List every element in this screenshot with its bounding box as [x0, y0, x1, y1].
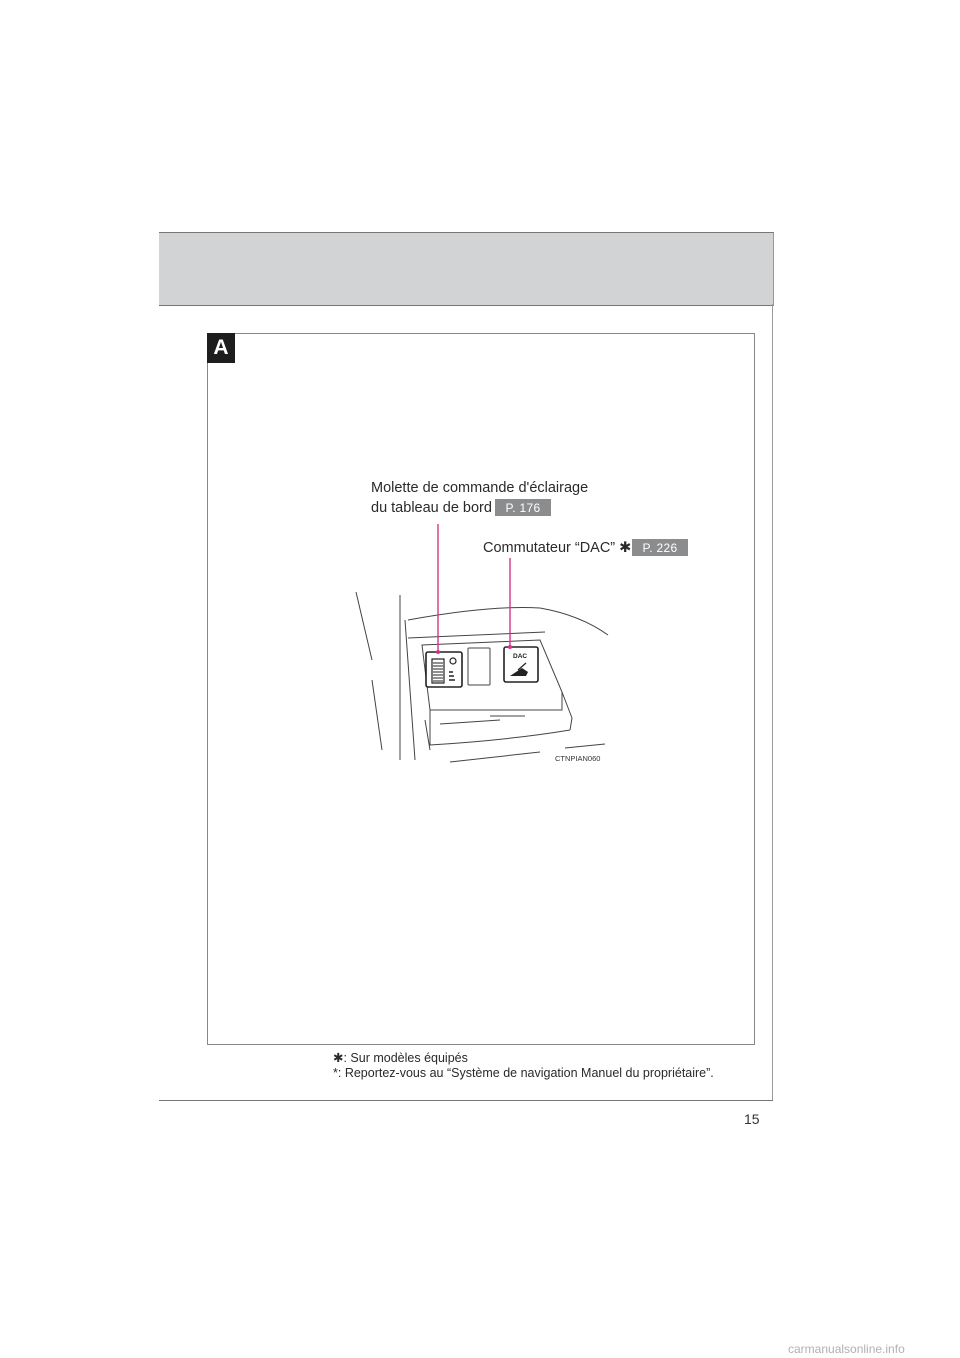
dac-switch-label: DAC	[513, 653, 528, 660]
footnote-equipped: ✱: Sur modèles équipés	[333, 1051, 468, 1065]
right-rule	[772, 304, 773, 1100]
switch-panel-illustration	[340, 520, 640, 780]
page-number: 15	[744, 1111, 760, 1127]
dac-label-text: Commutateur “DAC”	[483, 540, 616, 556]
dac-page-ref[interactable]: P. 226	[632, 539, 688, 556]
section-tab: A	[207, 333, 235, 363]
bottom-rule	[159, 1100, 773, 1101]
dimmer-page-ref[interactable]: P. 176	[495, 499, 551, 516]
illustration-code: CTNPIAN060	[555, 754, 601, 763]
dimmer-label-line2: du tableau de bord	[371, 500, 492, 516]
watermark: carmanualsonline.info	[788, 1342, 905, 1356]
dac-marker: ✱	[619, 540, 632, 556]
dac-switch-icon	[504, 647, 538, 682]
dimmer-label-line1: Molette de commande d'éclairage	[371, 480, 589, 496]
footnotes	[333, 1051, 714, 1081]
footnote-navigation: *: Reportez-vous au “Système de navigation Manuel du propriétaire”.	[333, 1066, 714, 1080]
header-band	[159, 232, 774, 306]
dimmer-switch-icon	[426, 652, 462, 687]
